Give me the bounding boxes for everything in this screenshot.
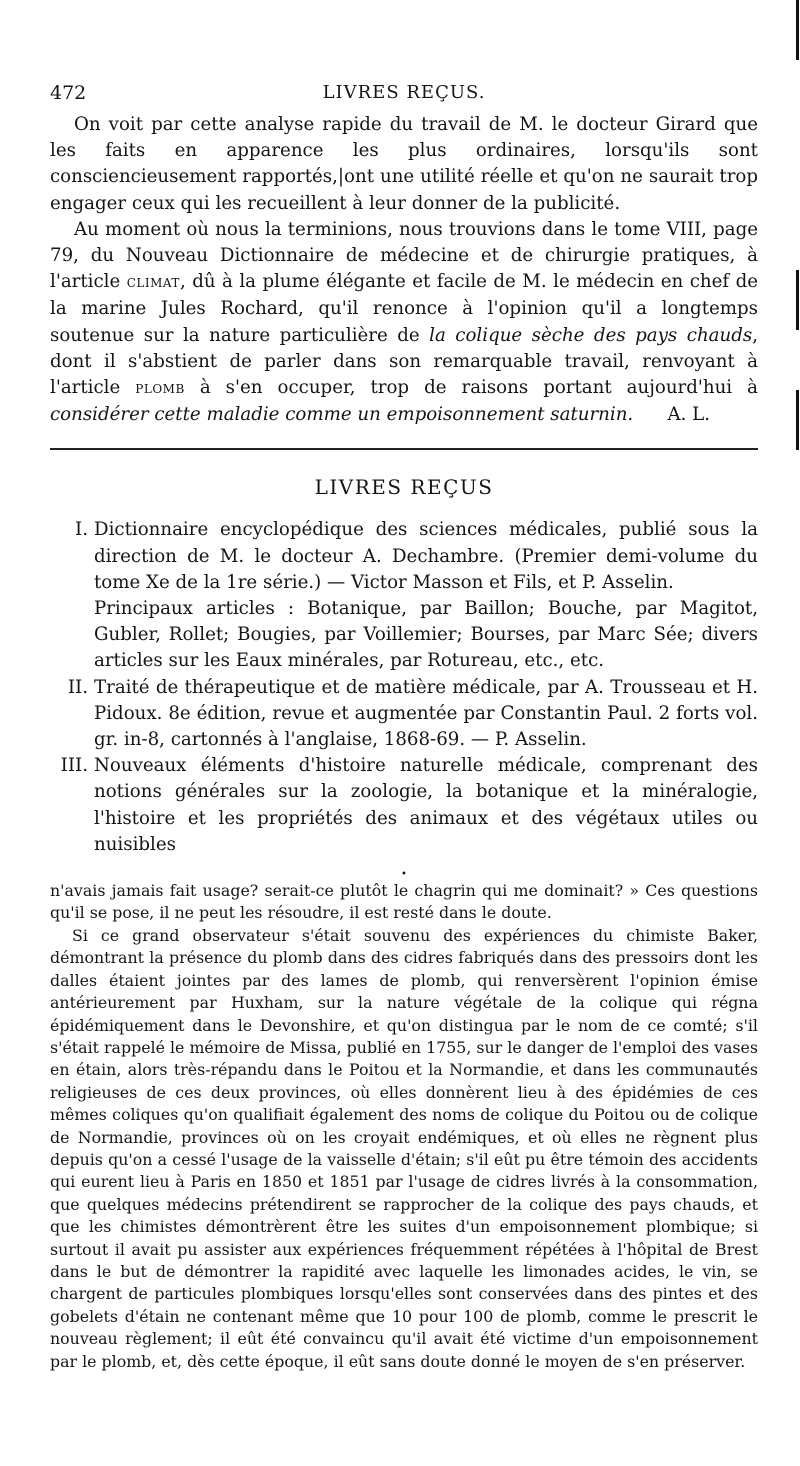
italic-phrase: considérer cette maladie comme un empoisonnement saturnin. (50, 404, 634, 426)
book-entry (50, 675, 758, 754)
running-title: LIVRES REÇUS. (322, 82, 486, 103)
edge-mark (796, 390, 799, 450)
book-entry (50, 753, 758, 858)
edge-mark (796, 270, 799, 330)
footnote-paragraph-2: Si ce grand observateur s'était souvenu des expériences du chimiste Baker, démontrant la présence du plomb dans des cidres fabriqués dans des pressoirs dont les dalles étaient jointes par des lames de plomb, qui renversèrent l'opinion émise antérieurement par Huxham, sur la nature végétale de la colique qui régna épidémiquement dans le Devonshire, et qu'on distingua par le nom de ce comté; s'il s'était rappelé le mémoire de Missa, publié en 1755, sur le danger de l'emploi des vases en étain, alors très-répandu dans le Poitou et la Normandie, et dans les communautés religieuses de ces deux provinces, où elles donnèrent lieu à des épidémies de ces mêmes coliques qu'on qualifiait également des noms de colique du Poitou ou de colique de Normandie, provinces où on les croyait endémiques, et où elles ne règnent plus depuis qu'on a cessé l'usage de la vaisselle d'étain; s'il eût pu être témoin des accidents qui eurent lieu à Paris en 1850 et 1851 par l'usage de cidres livrés à la consommation, que quelques médecins prétendirent se rapprocher de la colique des pays chauds, et que les chimistes démontrèrent être les suites d'un empoisonnement plombique; si surtout il avait pu assister aux expériences fréquemment répétées à l'hôpital de Brest dans le but de démontrer la rapidité avec laquelle les limonades acides, le vin, se chargent de particules plombiques lorsqu'elles sont conservées dans des pintes et des gobelets d'étain ne contenant même que 10 pour 100 de plomb, comme le prescrit le nouveau règlement; il eût été convaincu qu'il avait été victime d'un empoisonnement par le plomb, et, dès cette époque, il eût sans doute donné le moyen de s'en préserver. (50, 925, 758, 1371)
footnote-paragraph-1: n'avais jamais fait usage? serait-ce plutôt le chagrin qui me dominait? » Ces questions qu'il se pose, il ne peut les résoudre, il est resté dans le doute. (50, 881, 758, 923)
signature: A. L. (667, 404, 710, 426)
plomb-term: PLOMB (135, 382, 185, 397)
text-run: à s'en occuper, trop de raisons portant aujourd'hui à (199, 377, 758, 399)
section-title: LIVRES REÇUS (314, 475, 494, 500)
entry-number: III. (60, 755, 88, 777)
article-paragraph-2 (50, 217, 758, 429)
footnote-block (50, 870, 758, 1373)
section-divider (50, 448, 758, 450)
text-run: , dû à la plume élégante et facile de M. le médecin en chef de la marine Jules Rochard, qu'il renonce à l'opinion qu'il a longtemps soutenue sur la nature particulière de (50, 271, 758, 346)
text-run: , dont il s'abstient de parler dans son remarquable travail, renvoyant à l'article (50, 324, 758, 399)
page-header (50, 82, 758, 112)
edge-mark (796, 0, 799, 60)
entry-subtext: Principaux articles : Botanique, par Baillon; Bouche, par Magitot, Gubler, Rollet; Bougies, par Voillemier; Bourses, par Marc Sée; divers articles sur les Eaux minérales, par Rotureau, etc., etc. (94, 598, 758, 672)
entry-number: II. (67, 676, 88, 698)
page-number: 472 (50, 82, 87, 104)
book-entry (50, 517, 758, 674)
climat-term: CLIMAT (126, 276, 180, 291)
entry-text: Traité de thérapeutique et de matière médicale, par A. Trousseau et H. Pidoux. 8e édition, revue et augmentée par Constantin Paul. 2 forts vol. gr. in-8, cartonnés à l'anglaise, 1868-69. — P. Asselin. (94, 676, 758, 751)
separator-dot: • (401, 869, 407, 881)
italic-phrase: la colique sèche des pays chauds (429, 324, 753, 346)
entry-number: I. (75, 519, 88, 541)
page (50, 82, 758, 1373)
text-run: Au moment où nous la terminions, nous trouvions dans le tome VIII, page 79, du Nouveau Dictionnaire de médecine et de chirurgie pratiques, à l'article (50, 218, 758, 293)
article-paragraph-1: On voit par cette analyse rapide du travail de M. le docteur Girard que les faits en apparence les plus ordinaires, lorsqu'ils sont consciencieusement rapportés,|ont une utilité réelle et qu'on ne saurait trop engager ceux qui les recueillent à leur donner de la publicité. (50, 114, 758, 214)
entry-text: Dictionnaire encyclopédique des sciences médicales, publié sous la direction de M. le docteur A. Dechambre. (Premier demi-volume du tome Xe de la 1re série.) — Victor Masson et Fils, et P. Asselin. (94, 519, 758, 593)
entry-text: Nouveaux éléments d'histoire naturelle médicale, comprenant des notions générales sur la zoologie, la botanique et la minéralogie, l'histoire et les propriétés des animaux et des végétaux utiles ou nuisibles (94, 755, 758, 855)
